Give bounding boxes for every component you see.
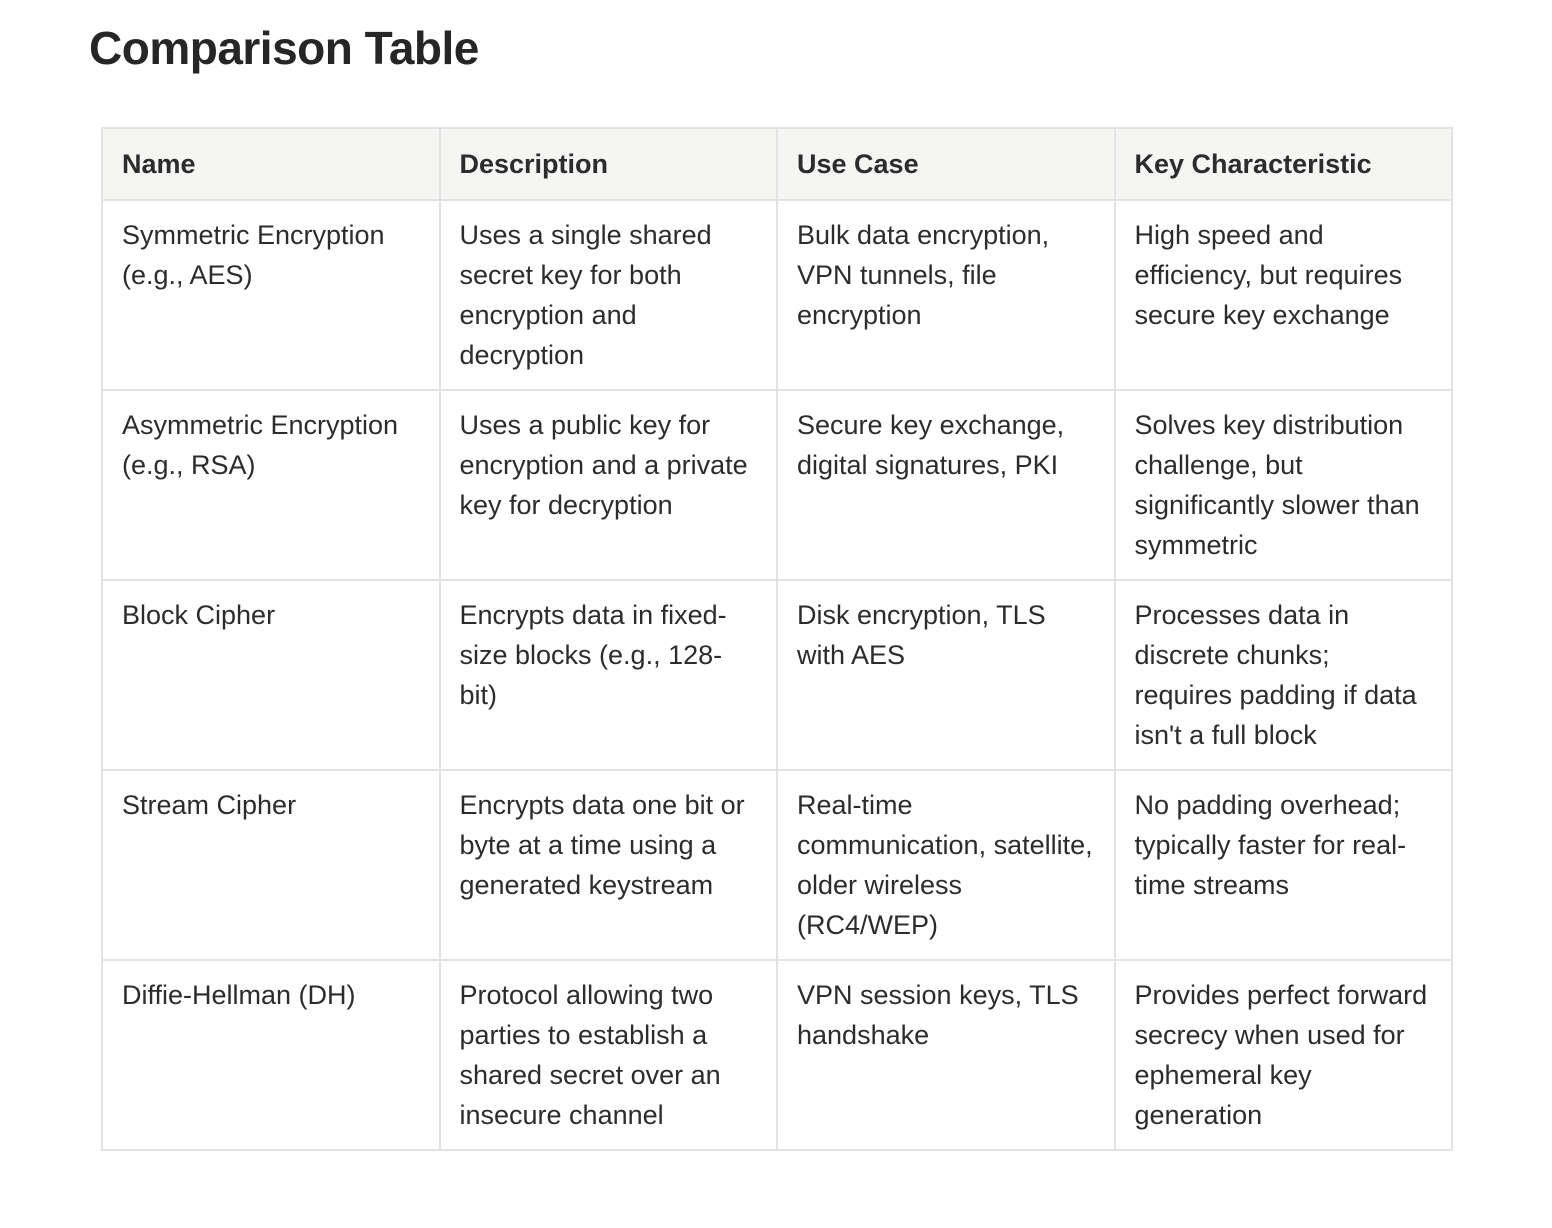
column-header-use-case: Use Case [777,128,1115,200]
column-header-key-characteristic: Key Characteristic [1115,128,1453,200]
cell-description: Encrypts data in fixed-size blocks (e.g., 128-bit) [440,580,778,770]
column-header-description: Description [440,128,778,200]
cell-description: Encrypts data one bit or byte at a time using a generated keystream [440,770,778,960]
cell-key-characteristic: High speed and efficiency, but requires secure key exchange [1115,200,1453,390]
cell-key-characteristic: Solves key distribution challenge, but significantly slower than symmetric [1115,390,1453,580]
page-title: Comparison Table [89,22,479,74]
table-row [102,770,1452,960]
cell-description: Uses a public key for encryption and a private key for decryption [440,390,778,580]
table-row [102,580,1452,770]
table-header-row [102,128,1452,200]
cell-use-case: Secure key exchange, digital signatures, PKI [777,390,1115,580]
cell-name: Asymmetric Encryption (e.g., RSA) [102,390,440,580]
cell-use-case: VPN session keys, TLS handshake [777,960,1115,1150]
cell-key-characteristic: Provides perfect forward secrecy when used for ephemeral key generation [1115,960,1453,1150]
table-row [102,200,1452,390]
comparison-table [101,127,1453,1151]
column-header-name: Name [102,128,440,200]
cell-use-case: Bulk data encryption, VPN tunnels, file encryption [777,200,1115,390]
cell-key-characteristic: No padding overhead; typically faster for real-time streams [1115,770,1453,960]
cell-description: Protocol allowing two parties to establish a shared secret over an insecure channel [440,960,778,1150]
cell-key-characteristic: Processes data in discrete chunks; requires padding if data isn't a full block [1115,580,1453,770]
cell-description: Uses a single shared secret key for both encryption and decryption [440,200,778,390]
cell-use-case: Real-time communication, satellite, older wireless (RC4/WEP) [777,770,1115,960]
cell-name: Symmetric Encryption (e.g., AES) [102,200,440,390]
table-row [102,960,1452,1150]
table-row [102,390,1452,580]
cell-name: Block Cipher [102,580,440,770]
cell-name: Stream Cipher [102,770,440,960]
cell-use-case: Disk encryption, TLS with AES [777,580,1115,770]
cell-name: Diffie-Hellman (DH) [102,960,440,1150]
